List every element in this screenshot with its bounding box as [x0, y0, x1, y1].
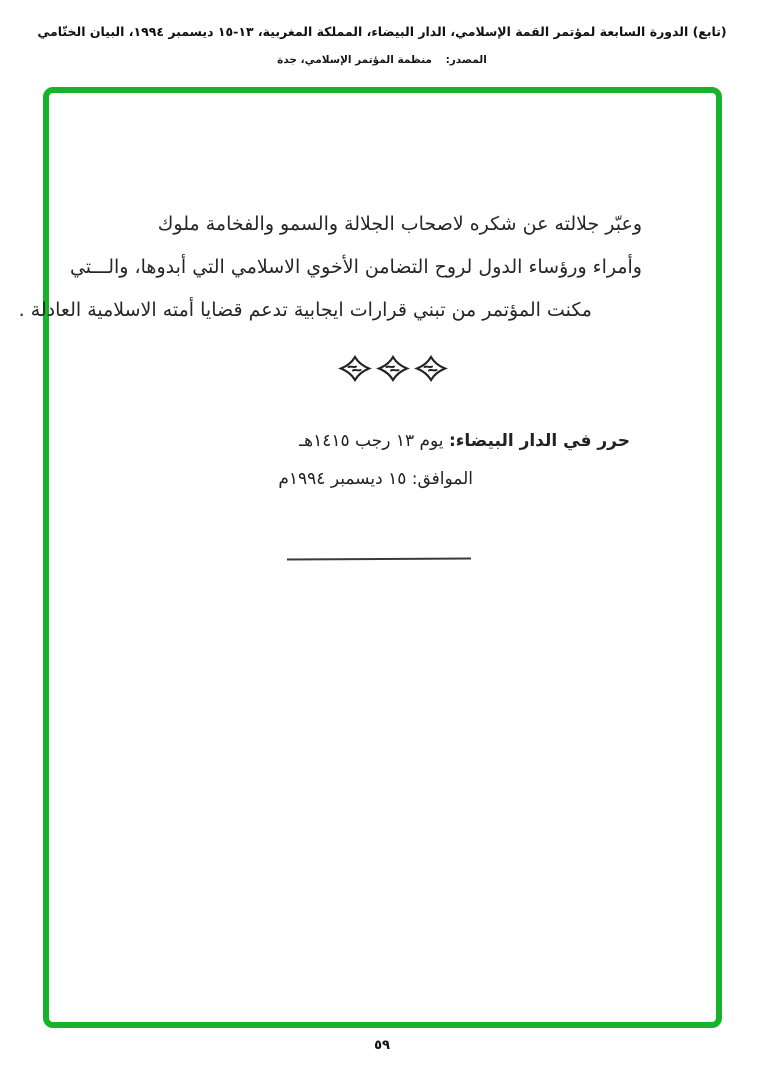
diamond-ornament-icon	[376, 355, 410, 382]
signature-rule	[287, 558, 471, 561]
diamond-ornament-icon	[338, 355, 372, 382]
dateline-hijri-date: يوم ١٣ رجب ١٤١٥هـ	[299, 431, 444, 451]
body-paragraph	[18, 203, 642, 332]
page-title: (تابع) الدورة السابعة لمؤتمر القمة الإسلامي، الدار البيضاء، المملكة المغربية، ١٣-١٥ ديسمبر ١٩٩٤، البيان الختّامي	[37, 24, 727, 39]
dateline-place: حرر في الدار البيضاء:	[448, 431, 630, 451]
dateline-gregorian: الموافق: ١٥ ديسمبر ١٩٩٤م	[278, 469, 473, 489]
paragraph-line: مكنت المؤتمر من تبني قرارات ايجابية تدعم قضايا أمته الاسلامية العادلة .	[18, 299, 592, 321]
source-line	[0, 54, 764, 66]
paragraph-line: وعبّر جلالته عن شكره لاصحاب الجلالة والسمو والفخامة ملوك	[157, 213, 642, 235]
dateline-hijri	[299, 431, 630, 451]
page-number: ٥٩	[374, 1038, 390, 1053]
source-label: المصدر:	[445, 54, 487, 66]
diamond-ornament-icon	[414, 355, 448, 382]
document-frame	[18, 87, 722, 1028]
paragraph-line: وأمراء ورؤساء الدول لروح التضامن الأخوي الاسلامي التي أبدوها، والـــتي	[69, 256, 642, 278]
ornament-divider	[69, 355, 716, 382]
source-value: منظمة المؤتمر الإسلامي، جدة	[277, 54, 432, 66]
